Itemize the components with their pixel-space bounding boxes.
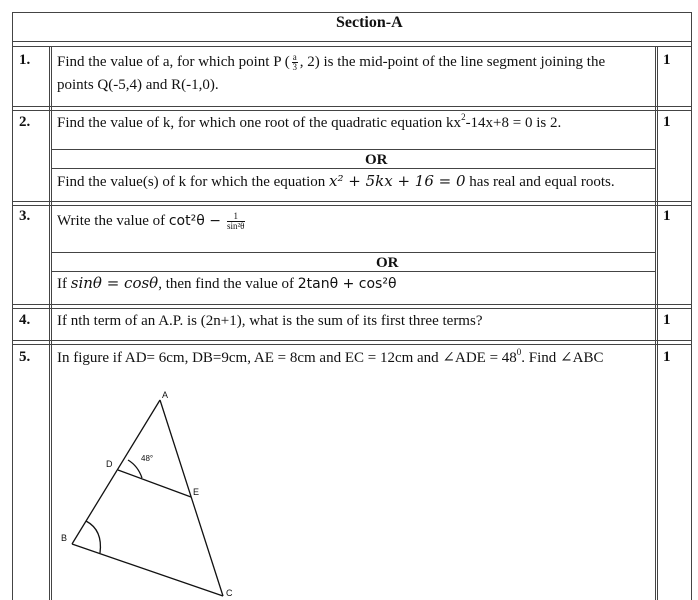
section-title: Section-A bbox=[336, 14, 403, 31]
q1-part1: Find the value of a, for which point P ( bbox=[57, 54, 290, 70]
q1-part2: , 2) is the mid-point of the line segment joining the bbox=[299, 54, 606, 70]
angle-arc-d bbox=[128, 460, 142, 478]
q3-or-top bbox=[51, 252, 656, 253]
col-sep-number bbox=[49, 46, 50, 600]
col-sep-question-left bbox=[51, 46, 52, 600]
label-a: A bbox=[162, 390, 169, 400]
q2-or-top bbox=[51, 149, 656, 150]
q1-mark: 1 bbox=[663, 52, 671, 68]
angle-arc-b bbox=[86, 521, 100, 553]
q5-part1: In figure if AD= 6cm, DB=9cm, AE = 8cm and EC = 12cm and ∠ADE = 48 bbox=[57, 350, 517, 366]
q3-or-bottom bbox=[51, 271, 656, 272]
q4-text: If nth term of an A.P. is (2n+1), what is the sum of its first three terms? bbox=[57, 313, 483, 329]
q1-number: 1. bbox=[19, 52, 31, 68]
q1-fraction: $\frac{a}{3}$ bbox=[292, 52, 297, 73]
q5-text bbox=[57, 348, 603, 368]
q2-part1: Find the value of k, for which one root of the quadratic equation kx bbox=[57, 115, 462, 131]
q3-or-label: OR bbox=[376, 255, 399, 271]
q3-alt-expression: 2tanθ + cos²θ bbox=[297, 276, 397, 292]
row-sep-3b bbox=[12, 205, 692, 206]
col-sep-mark bbox=[657, 46, 658, 600]
q3-mark: 1 bbox=[663, 208, 671, 224]
table-left-border bbox=[12, 12, 13, 600]
side-bc bbox=[72, 544, 223, 596]
segment-de bbox=[118, 470, 191, 497]
label-c: C bbox=[226, 588, 233, 598]
table-right-border bbox=[691, 12, 692, 600]
q2-alt-equation: x² + 5kx + 16 = 0 bbox=[329, 172, 466, 190]
section-header-bottom bbox=[12, 41, 692, 42]
label-d: D bbox=[106, 459, 113, 469]
q1-text-line2: points Q(-5,4) and R(-1,0). bbox=[57, 77, 219, 93]
q2-number: 2. bbox=[19, 114, 31, 130]
row-sep-2b bbox=[12, 110, 692, 111]
q3-alt-lead: If bbox=[57, 276, 67, 292]
q2-alt-end: has real and equal roots. bbox=[469, 174, 615, 190]
q2-mark: 1 bbox=[663, 114, 671, 130]
side-ab bbox=[72, 400, 160, 544]
q3-lead: Write the value of bbox=[57, 213, 166, 229]
row-sep-4b bbox=[12, 308, 692, 309]
q5-part2: . Find ∠ABC bbox=[521, 350, 604, 366]
col-sep-question-right bbox=[655, 46, 656, 600]
q2-text bbox=[57, 113, 561, 133]
q2-or-bottom bbox=[51, 168, 656, 169]
angle-label: 48° bbox=[141, 454, 154, 463]
q3-text bbox=[57, 211, 247, 231]
q2-alt-lead: Find the value(s) of k for which the equation bbox=[57, 174, 326, 190]
q2-alt-text bbox=[57, 171, 615, 192]
q3-expression: cot²θ − bbox=[168, 213, 221, 229]
q3-number: 3. bbox=[19, 208, 31, 224]
q2-or-label: OR bbox=[365, 152, 388, 168]
q4-number: 4. bbox=[19, 312, 31, 328]
q5-sup: 0 bbox=[516, 347, 522, 357]
q2-sup: 2 bbox=[461, 112, 466, 122]
q2-part2: -14x+8 = 0 is 2. bbox=[465, 115, 562, 131]
row-sep-5a bbox=[12, 340, 692, 341]
row-sep-4a bbox=[12, 304, 692, 305]
q4-mark: 1 bbox=[663, 312, 671, 328]
row-sep-1a bbox=[12, 46, 692, 47]
q3-alt-mid: , then find the value of bbox=[158, 276, 294, 292]
side-ac bbox=[160, 400, 223, 596]
q3-alt-text bbox=[57, 273, 397, 294]
label-e: E bbox=[193, 487, 200, 497]
q5-number: 5. bbox=[19, 349, 31, 365]
row-sep-2a bbox=[12, 106, 692, 107]
label-b: B bbox=[61, 533, 68, 543]
row-sep-3a bbox=[12, 201, 692, 202]
q1-text bbox=[57, 52, 605, 72]
q3-alt-condition: sinθ = cosθ bbox=[70, 274, 159, 292]
row-sep-5b bbox=[12, 344, 692, 345]
q5-mark: 1 bbox=[663, 349, 671, 365]
q3-fraction: $\frac{1}{\text{sin²θ}}$ bbox=[226, 211, 245, 232]
